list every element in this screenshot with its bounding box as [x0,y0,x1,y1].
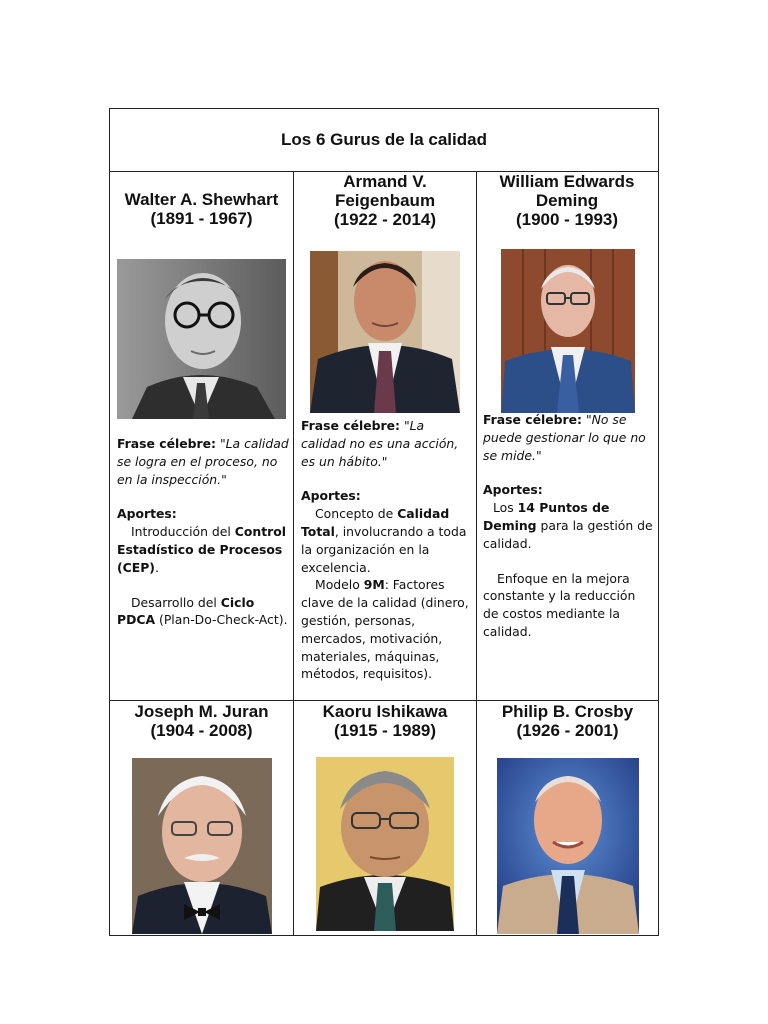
guru-quote: "La calidad se logra en el proceso, no en la inspección." [117,436,289,487]
guru-years: (1915 - 1989) [333,721,437,740]
guru-cell-shewhart [110,171,293,700]
guru-text-deming [483,411,653,641]
guru-portrait-feigenbaum [310,251,460,413]
contributions-label: Aportes: [117,506,177,522]
page-title: Los 6 Gurus de la calidad [281,130,487,149]
guru-header [304,172,466,229]
contribution-item: Enfoque en la mejora constante y la reducción de costos mediante la calidad. [483,570,636,639]
guru-header [294,702,476,740]
guru-portrait-crosby [497,758,639,934]
contribution-item: Los 14 Puntos de Deming para la gestión de calidad. [483,500,653,551]
contributions-label: Aportes: [301,488,361,504]
contribution-item: Desarrollo del Ciclo PDCA (Plan-Do-Check-Act). [117,594,288,628]
gurus-table [109,108,659,936]
guru-name: Philip B. Crosby [501,702,634,721]
guru-cell-crosby [477,701,658,935]
guru-header [477,702,658,740]
guru-header [483,172,651,229]
guru-years: (1900 - 1993) [515,210,619,229]
guru-years: (1904 - 2008) [150,721,253,740]
guru-portrait-juran [132,758,272,934]
guru-years: (1922 - 2014) [333,210,437,229]
guru-portrait-ishikawa [316,757,454,931]
guru-name: Armand V. Feigenbaum [334,172,436,210]
guru-cell-feigenbaum [294,171,476,700]
contribution-item: Concepto de Calidad Total, involucrando a toda la organización en la excelencia. [301,506,467,575]
contribution-item: Introducción del Control Estadístico de Procesos (CEP). [117,524,287,575]
guru-cell-ishikawa [294,701,476,935]
guru-cell-juran [110,701,293,935]
guru-name: Joseph M. Juran [134,702,269,721]
guru-name: William Edwards Deming [499,172,635,210]
contribution-item: Modelo 9M: Factores clave de la calidad (dinero, gestión, personas, mercados, motivación, materiales, máquinas, métodos, requisitos). [301,577,469,682]
guru-years: (1891 - 1967) [150,209,253,228]
guru-header [110,190,293,228]
guru-text-shewhart [117,435,289,629]
guru-name: Walter A. Shewhart [124,190,279,209]
quote-label: Frase célebre: [483,412,582,427]
guru-quote: "La calidad no es una acción, es un hábito." [301,418,459,469]
contributions-label: Aportes: [483,482,543,498]
guru-header [110,702,293,740]
guru-years: (1926 - 2001) [516,721,619,740]
quote-label: Frase célebre: [301,418,400,433]
guru-cell-deming [477,171,658,700]
quote-label: Frase célebre: [117,436,216,451]
guru-name: Kaoru Ishikawa [322,702,448,721]
guru-text-feigenbaum [301,417,471,683]
guru-portrait-deming [501,249,635,413]
guru-quote: "No se puede gestionar lo que no se mide." [483,412,646,463]
guru-portrait-shewhart [117,259,286,419]
table-title-row [110,109,658,172]
